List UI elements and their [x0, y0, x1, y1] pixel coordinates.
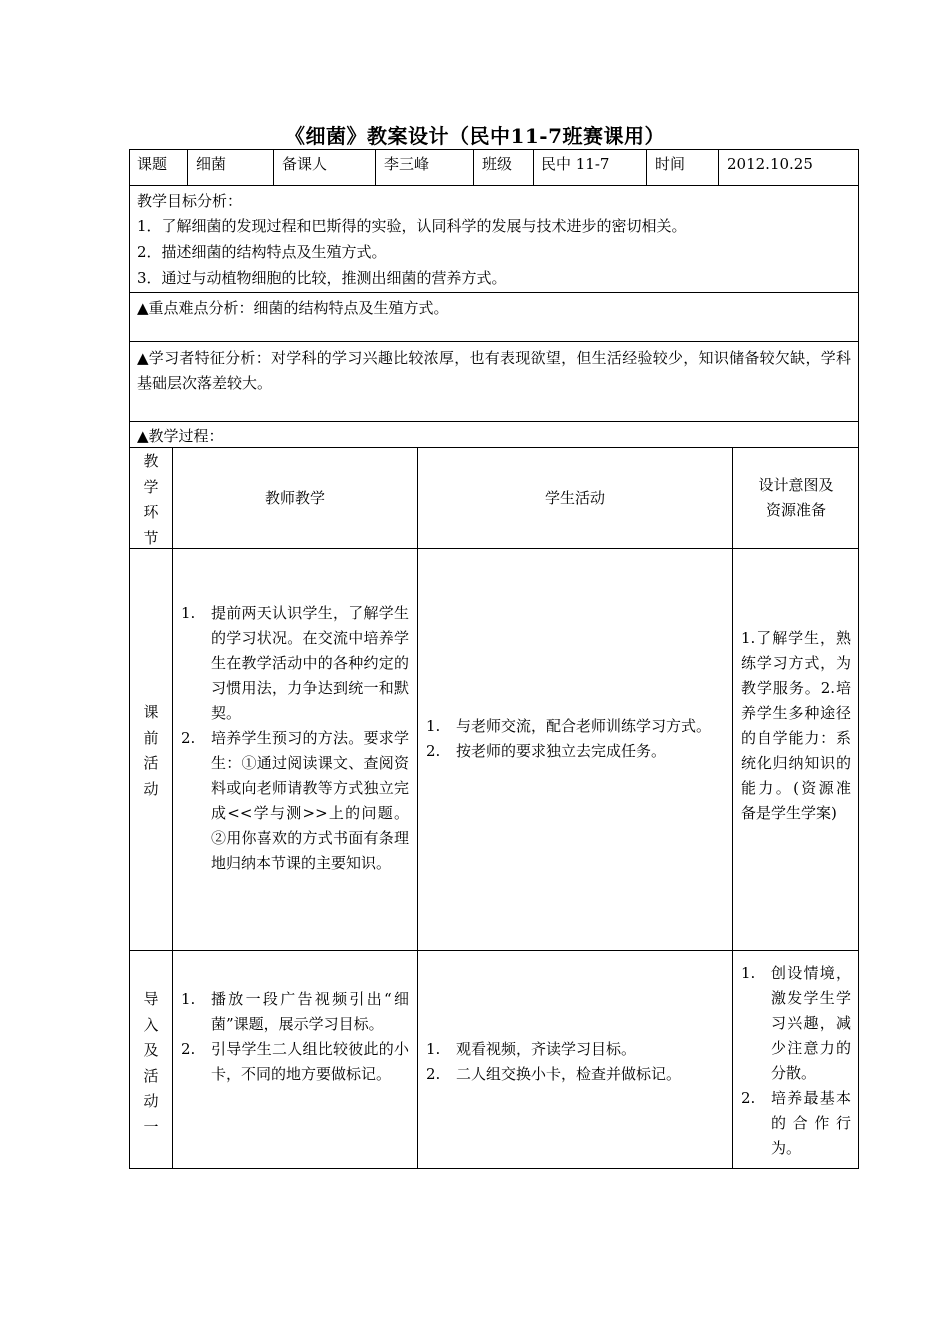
objectives-heading: 教学目标分析： — [137, 192, 243, 210]
student-list — [426, 1037, 724, 1087]
key-points: ▲重点难点分析：细菌的结构特点及生殖方式。 — [137, 299, 449, 317]
list-item: 2. 培养最基本的合作行为。 — [741, 1089, 851, 1157]
author-value: 李三峰 — [384, 155, 430, 173]
list-item: 2. 二人组交换小卡，检查并做标记。 — [426, 1065, 682, 1083]
page-title: 《细菌》教案设计（民中11-7班赛课用） — [284, 124, 666, 148]
learner-analysis: ▲学习者特征分析：对学科的学习兴趣比较浓厚，也有表现欲望，但生活经验较少，知识储备较欠缺，学科基础层次落差较大。 — [137, 349, 851, 392]
author-label: 备课人 — [282, 155, 328, 173]
list-item: 1. 观看视频，齐读学习目标。 — [426, 1040, 637, 1058]
topic-label: 课题 — [137, 155, 168, 173]
list-item: 1. 创设情境，激发学生学习兴趣，减少注意力的分散。 — [741, 964, 851, 1082]
design-text: 1.了解学生，熟练学习方式，为教学服务。2.培养学生多种途径的自学能力：系统化归纳知识的能力。(资源准备是学生学案) — [741, 629, 851, 822]
stage-label: 导入及活动一 — [143, 990, 159, 1136]
process-heading: ▲教学过程： — [137, 427, 224, 445]
design-list — [741, 961, 851, 1161]
col-teacher-header: 教师教学 — [264, 489, 325, 507]
list-item: 2. 培养学生预习的方法。要求学生：①通过阅读课文、查阅资料或向老师请教等方式独立完成<<学与测>>上的问题。②用你喜欢的方式书面有条理地归纳本节课的主要知识。 — [181, 729, 409, 872]
class-value: 民中 11-7 — [541, 155, 610, 173]
col-design-header-line1: 设计意图及 — [758, 476, 834, 494]
col-student-header: 学生活动 — [544, 489, 605, 507]
stage-label: 课前活动 — [143, 703, 159, 798]
time-label: 时间 — [655, 155, 686, 173]
col-stage-header: 教学环节 — [143, 452, 159, 547]
objective-item: 1．了解细菌的发现过程和巴斯得的实验，认同科学的发展与技术进步的密切相关。 — [137, 217, 687, 235]
list-item: 2. 引导学生二人组比较彼此的小卡，不同的地方要做标记。 — [181, 1040, 409, 1083]
teacher-list — [181, 987, 409, 1087]
student-list — [426, 714, 724, 764]
topic-value: 细菌 — [196, 155, 227, 173]
list-item: 1. 与老师交流，配合老师训练学习方式。 — [426, 717, 712, 735]
list-item: 1. 播放一段广告视频引出“细菌”课题，展示学习目标。 — [181, 990, 409, 1033]
class-label: 班级 — [482, 155, 513, 173]
objective-item: 3．通过与动植物细胞的比较，推测出细菌的营养方式。 — [137, 269, 507, 287]
teacher-list — [181, 601, 409, 876]
list-item: 1. 提前两天认识学生，了解学生的学习状况。在交流中培养学生在教学活动中的各种约定的习惯用法，力争达到统一和默契。 — [181, 604, 409, 722]
list-item: 2. 按老师的要求独立去完成任务。 — [426, 742, 667, 760]
objective-item: 2．描述细菌的结构特点及生殖方式。 — [137, 243, 387, 261]
col-design-header-line2: 资源准备 — [765, 501, 826, 519]
time-value: 2012.10.25 — [727, 155, 813, 173]
